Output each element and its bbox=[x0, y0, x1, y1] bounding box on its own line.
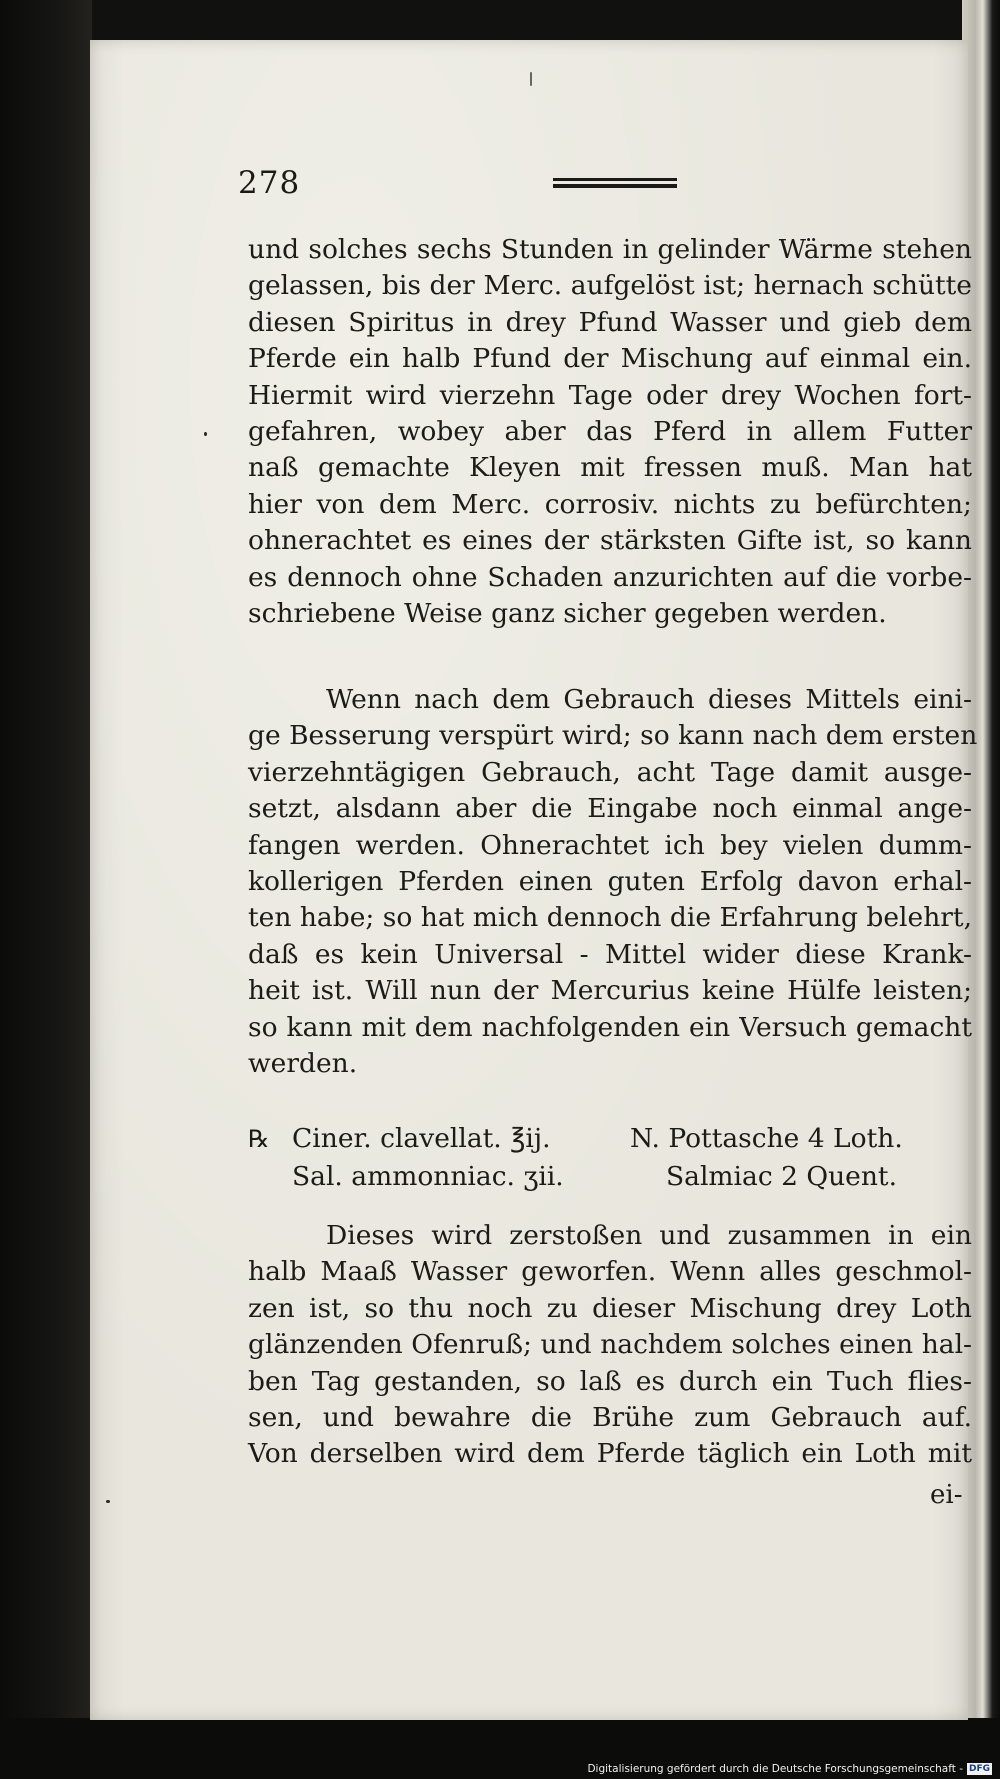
recipe-latin-1: Ciner. clavellat. ℥ij. bbox=[292, 1123, 551, 1154]
recipe-row-1 bbox=[248, 1120, 972, 1158]
text-line: ge Besserung verspürt wird; so kann nach dem ersten bbox=[248, 720, 978, 752]
catchword: ei- bbox=[930, 1480, 963, 1510]
paragraph-3 bbox=[248, 1218, 972, 1473]
ink-speck bbox=[106, 1500, 110, 1503]
recipe-german-1: N. Pottasche 4 Loth. bbox=[630, 1123, 903, 1154]
text-line: Hiermit wird vierzehn Tage oder drey Wochen fort- bbox=[248, 379, 972, 411]
text-line: gelassen, bis der Merc. aufgelöst ist; hernach schütte bbox=[248, 270, 972, 302]
text-line: gefahren, wobey aber das Pferd in allem Futter bbox=[248, 415, 972, 447]
footer-text: Digitalisierung gefördert durch die Deutsche Forschungsgemeinschaft - bbox=[587, 1763, 963, 1775]
recipe-symbol: ℞ bbox=[248, 1125, 270, 1153]
text-line: so kann mit dem nachfolgenden ein Versuch gemacht bbox=[248, 1011, 972, 1043]
text-line: Wenn nach dem Gebrauch dieses Mittels eini- bbox=[326, 684, 972, 715]
paragraph-1 bbox=[248, 232, 972, 632]
text-line: daß es kein Universal - Mittel wider diese Krank- bbox=[248, 938, 972, 970]
ink-speck bbox=[204, 432, 207, 436]
text-line: vierzehntägigen Gebrauch, acht Tage damit ausge- bbox=[248, 756, 972, 788]
footer-credit bbox=[587, 1763, 992, 1775]
text-line: Von derselben wird dem Pferde täglich ein Loth mit bbox=[248, 1438, 972, 1470]
text-line: ben Tag gestanden, so laß es durch ein Tuch flies- bbox=[248, 1365, 972, 1397]
dfg-logo: DFG bbox=[968, 1764, 990, 1774]
text-line: sen, und bewahre die Brühe zum Gebrauch auf. bbox=[248, 1401, 972, 1433]
recipe bbox=[248, 1120, 972, 1196]
header-rule bbox=[553, 178, 677, 191]
text-line: Dieses wird zerstoßen und zusammen in ein bbox=[326, 1220, 972, 1251]
text-line: kollerigen Pferden einen guten Erfolg davon erhal- bbox=[248, 865, 972, 897]
scan-left-border bbox=[0, 0, 92, 1779]
recipe-row-2 bbox=[248, 1158, 972, 1196]
text-line: ten habe; so hat mich dennoch die Erfahrung belehrt, bbox=[248, 902, 972, 934]
text-line: Pferde ein halb Pfund der Mischung auf einmal ein. bbox=[248, 343, 972, 375]
text-line: schriebene Weise ganz sicher gegeben werden. bbox=[248, 597, 887, 629]
text-line: setzt, alsdann aber die Eingabe noch einmal ange- bbox=[248, 793, 972, 825]
text-line: hier von dem Merc. corrosiv. nichts zu befürchten; bbox=[248, 488, 972, 520]
recipe-latin-2: Sal. ammonniac. ʒii. bbox=[292, 1161, 564, 1192]
recipe-german-2: Salmiac 2 Quent. bbox=[666, 1161, 897, 1192]
paragraph-2 bbox=[248, 682, 978, 1082]
text-line: halb Maaß Wasser geworfen. Wenn alles geschmol- bbox=[248, 1256, 972, 1288]
text-line: zen ist, so thu noch zu dieser Mischung drey Loth bbox=[248, 1292, 972, 1324]
text-line: diesen Spiritus in drey Pfund Wasser und gieb dem bbox=[248, 306, 972, 338]
text-line: es dennoch ohne Schaden anzurichten auf die vorbe- bbox=[248, 561, 972, 593]
text-line: werden. bbox=[248, 1047, 358, 1079]
text-line: ohnerachtet es eines der stärksten Gifte ist, so kann bbox=[248, 525, 972, 557]
text-line: naß gemachte Kleyen mit fressen muß. Man hat bbox=[248, 452, 972, 484]
text-line: und solches sechs Stunden in gelinder Wärme stehen bbox=[248, 234, 972, 265]
page-mark bbox=[530, 72, 532, 86]
text-line: heit ist. Will nun der Mercurius keine Hülfe leisten; bbox=[248, 975, 972, 1007]
page-number: 278 bbox=[238, 165, 301, 201]
scan-top-border bbox=[0, 0, 1000, 42]
text-line: glänzenden Ofenruß; und nachdem solches einen hal- bbox=[248, 1329, 972, 1361]
text-line: fangen werden. Ohnerachtet ich bey vielen dumm- bbox=[248, 829, 972, 861]
